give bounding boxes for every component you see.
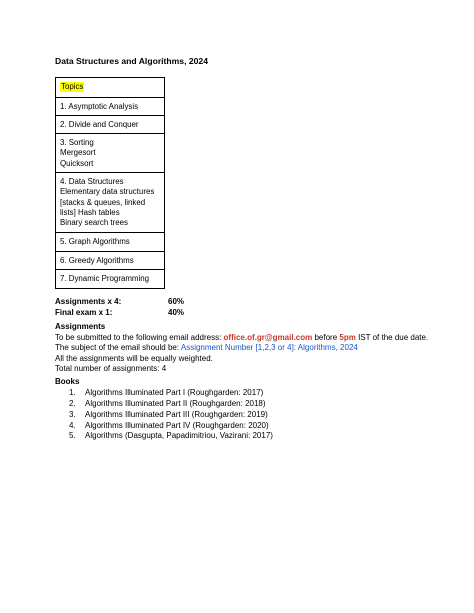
assignments-heading: Assignments [55, 322, 106, 331]
book-number: 3. [69, 409, 76, 419]
book-item [55, 409, 268, 421]
email-address: office.of.gr@gmail.com [223, 332, 313, 342]
topic-line: 5. Graph Algorithms [60, 237, 130, 246]
book-number: 4. [69, 420, 76, 430]
submission-text: To be submitted to the following email address: [55, 332, 224, 342]
subject-text: The subject of the email should be: [55, 343, 181, 352]
topic-row [56, 252, 164, 270]
topic-line: Elementary data structures [60, 187, 155, 197]
topic-line: 2. Divide and Conquer [60, 120, 139, 129]
document-title: Data Structures and Algorithms, 2024 [55, 56, 208, 66]
submission-text: before [312, 332, 340, 342]
book-item [55, 431, 273, 442]
topic-row [56, 134, 164, 173]
topics-header: Topics [61, 82, 84, 91]
book-number: 5. [69, 431, 76, 441]
topic-row [56, 233, 164, 252]
subject-line [55, 343, 428, 354]
book-title: Algorithms Illuminated Part IV (Roughgarden: 2020) [85, 420, 269, 430]
grading-row [55, 296, 185, 307]
topic-line: 1. Asymptotic Analysis [60, 102, 139, 111]
book-number: 1. [69, 387, 76, 397]
book-item [55, 420, 269, 432]
topic-line: [stacks & queues, linked [60, 197, 146, 207]
topic-row [56, 116, 164, 134]
grading-section [55, 296, 185, 318]
book-item [55, 398, 266, 410]
topics-table [55, 77, 165, 289]
grading-label: Final exam x 1: [55, 308, 113, 317]
topic-line: 7. Dynamic Programming [60, 274, 150, 283]
book-title: Algorithms (Dasgupta, Papadimitriou, Vazirani: 2017) [85, 431, 273, 441]
submission-text: IST of the due date. [355, 332, 429, 342]
topic-line: 6. Greedy Algorithms [60, 256, 134, 265]
weighting-line: All the assignments will be equally weighted. [55, 353, 213, 363]
topic-line: Binary search trees [60, 218, 128, 228]
grading-label: Assignments x 4: [55, 297, 122, 306]
grading-value: 40% [168, 308, 185, 317]
email-subject: Assignment Number [1,2,3 or 4]: Algorithms, 2024 [180, 343, 358, 352]
topic-line: lists] Hash tables [60, 207, 120, 217]
deadline-time: 5pm [339, 332, 356, 342]
topic-row [56, 173, 164, 233]
topic-line: 3. Sorting [60, 138, 94, 147]
topic-row [56, 270, 164, 288]
book-title: Algorithms Illuminated Part II (Roughgarden: 2018) [85, 398, 266, 408]
topics-header-cell [56, 78, 164, 98]
book-title: Algorithms Illuminated Part I (Roughgarden: 2017) [85, 387, 264, 397]
topic-row [56, 98, 164, 116]
book-title: Algorithms Illuminated Part III (Roughgarden: 2019) [85, 409, 268, 419]
topic-line: 4. Data Structures [60, 177, 124, 186]
topic-line: Quicksort [60, 158, 94, 168]
assignments-section [55, 322, 428, 375]
assignment-count-line: Total number of assignments: 4 [55, 364, 167, 373]
grading-value: 60% [168, 297, 185, 306]
grading-row [55, 307, 185, 318]
books-heading: Books [55, 377, 80, 386]
books-section [55, 377, 273, 442]
topic-line: Mergesort [60, 148, 96, 158]
book-item [55, 387, 264, 399]
book-number: 2. [69, 398, 76, 408]
submission-line [55, 333, 428, 344]
